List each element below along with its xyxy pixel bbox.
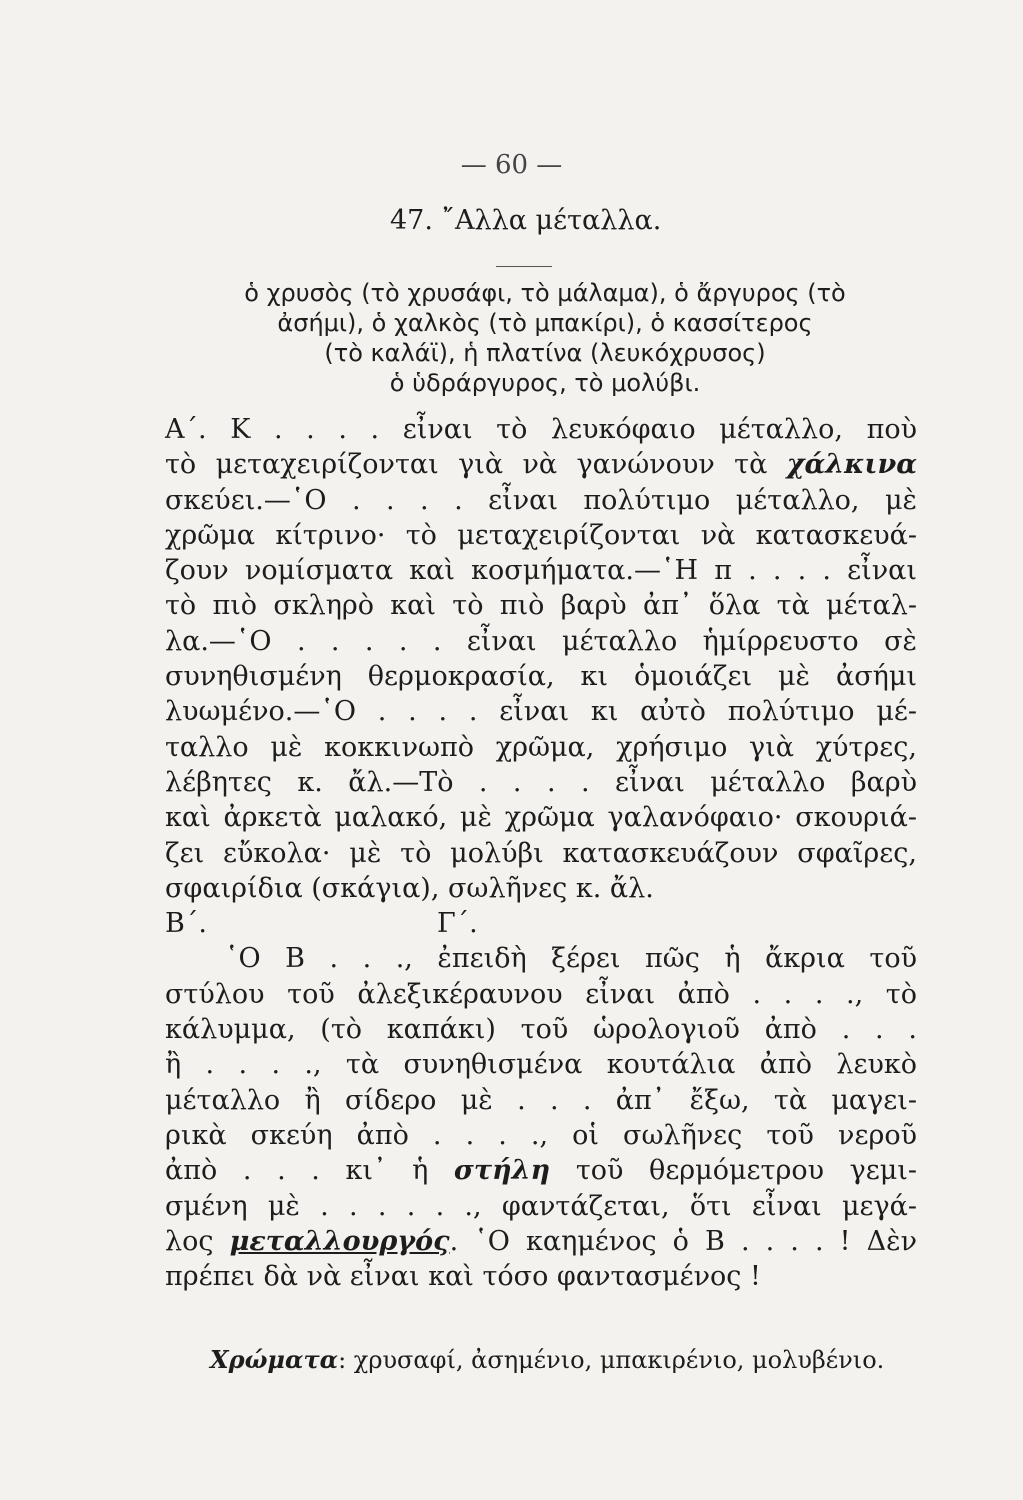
text-line: συνηθισμένη θερμοκρασία, κι ὁμοιάζει μὲ ἀσήμι [165, 661, 917, 693]
emphasis-word: στήλη [453, 1155, 551, 1187]
text-line: σφαιρίδια (σκάγια), σωλῆνες κ. ἄλ. [165, 872, 654, 904]
text-line [165, 1224, 917, 1259]
text-line: μέταλλο ἢ σίδερο μὲ . . . ἀπ᾽ ἔξω, τὰ μαγει- [165, 1084, 917, 1116]
text-line: σμένη μὲ . . . . . ., φαντάζεται, ὅτι εἶναι μεγά- [165, 1190, 917, 1222]
exercise-text [165, 412, 917, 1294]
text-span: ἀπὸ . . . κι᾽ ἡ [165, 1155, 429, 1187]
text-line: ταλλο μὲ κοκκινωπὸ χρῶμα, χρήσιμο γιὰ χύτρες, [165, 731, 917, 763]
marker-g: Γ΄. [436, 908, 478, 940]
vocabulary-line: (τὸ καλάϊ), ἡ πλατίνα (λευκόχρυσος) [324, 339, 766, 367]
vocabulary-line: ὁ χρυσὸς (τὸ χρυσάφι, τὸ μάλαμα), ὁ ἄργυρος (τὸ [244, 279, 846, 307]
text-line: καὶ ἀρκετὰ μαλακό, μὲ χρῶμα γαλανόφαιο· σκουριά- [165, 802, 917, 834]
footer-label: Χρώματα [210, 1345, 339, 1374]
text-line: ρικὰ σκεύη ἀπὸ . . . ., οἱ σωλῆνες τοῦ νεροῦ [165, 1119, 917, 1151]
emphasis-word: μεταλλουργός [229, 1225, 450, 1257]
text-line: Α΄. Κ . . . . εἶναι τὸ λευκόφαιο μέταλλο, ποὺ [165, 414, 917, 445]
text-line: τὸ πιὸ σκληρὸ καὶ τὸ πιὸ βαρὺ ἀπ᾽ ὅλα τὰ μέταλ- [165, 590, 917, 622]
text-span: τὸ μεταχειρίζονται γιὰ νὰ γανώνουν τὰ [165, 449, 768, 481]
text-line: στύλου τοῦ ἀλεξικέραυνου εἶναι ἀπὸ . . . ., τὸ [165, 978, 917, 1010]
colors-footer [210, 1345, 922, 1374]
heading-rule [496, 266, 552, 267]
marker-b: Β΄. [165, 908, 207, 940]
text-line [165, 447, 917, 482]
text-line [165, 1153, 917, 1188]
text-line: λυωμένο.—῾Ο . . . . εἶναι κι αὐτὸ πολύτιμο μέ- [165, 696, 917, 728]
section-heading: 47. ῎Αλλα μέταλλα. [390, 205, 662, 236]
text-span: τοῦ θερμόμετρου γεμι- [575, 1155, 918, 1187]
text-line: ἢ . . . ., τὰ συνηθισμένα κουτάλια ἀπὸ λευκὸ [165, 1049, 917, 1081]
text-line: ζουν νομίσματα καὶ κοσμήματα.—῾Η π . . . . εἶναι [165, 555, 917, 587]
vocabulary-block [170, 278, 920, 398]
section-markers [165, 906, 917, 941]
text-line: σκεύει.—῾Ο . . . . εἶναι πολύτιμο μέταλλο, μὲ [165, 484, 917, 516]
vocabulary-line: ὁ ὑδράργυρος, τὸ μολύβι. [389, 369, 701, 397]
text-line: λέβητες κ. ἄλ.—Τὸ . . . . εἶναι μέταλλο βαρὺ [165, 766, 917, 798]
vocabulary-line: ἀσήμι), ὁ χαλκὸς (τὸ μπακίρι), ὁ κασσίτερος [277, 309, 813, 337]
text-line: κάλυμμα, (τὸ καπάκι) τοῦ ὡρολογιοῦ ἀπὸ . . . [165, 1014, 917, 1046]
text-span: . ῾Ο καημένος ὁ Β . . . . ! Δὲν [449, 1225, 917, 1257]
text-span: λος [165, 1225, 214, 1257]
page-number: — 60 — [460, 150, 563, 180]
text-line: ζει εὔκολα· μὲ τὸ μολύβι κατασκευάζουν σφαῖρες, [165, 837, 917, 869]
text-line: πρέπει δὰ νὰ εἶναι καὶ τόσο φαντασμένος ! [165, 1261, 761, 1293]
text-line: χρῶμα κίτρινο· τὸ μεταχειρίζονται νὰ κατασκευά- [165, 519, 917, 551]
emphasis-word: χάλκινα [786, 449, 917, 481]
text-line: ῾Ο Β . . ., ἐπειδὴ ξέρει πῶς ἡ ἄκρια τοῦ [225, 943, 917, 975]
text-line: λα.—῾Ο . . . . . εἶναι μέταλλο ἡμίρρευστο σὲ [165, 625, 917, 657]
footer-text: : χρυσαφί, ἀσημένιο, μπακιρένιο, μολυβένιο. [338, 1346, 885, 1374]
